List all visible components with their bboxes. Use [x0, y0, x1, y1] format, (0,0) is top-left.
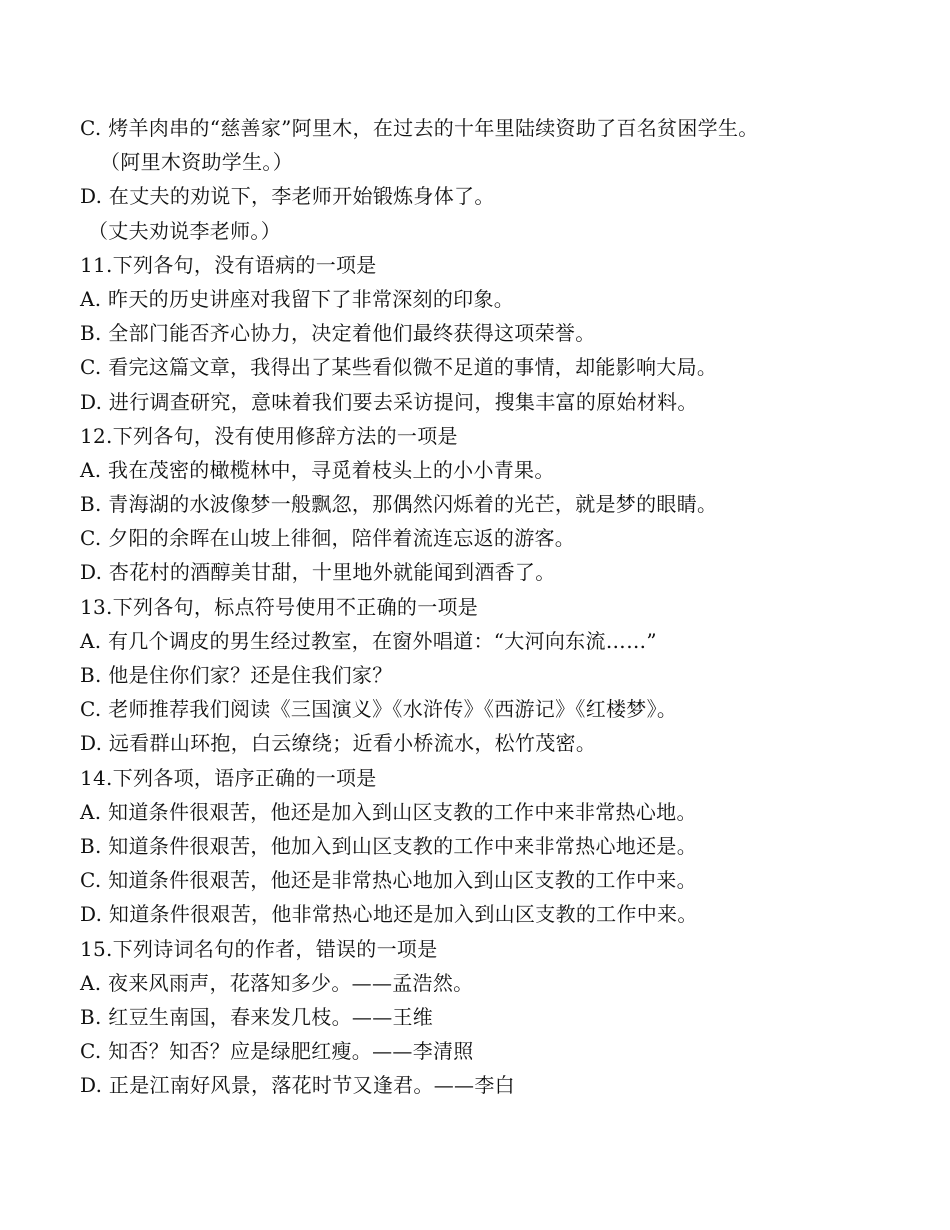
text-line: A. 夜来风雨声，花落知多少。——孟浩然。 [80, 970, 474, 995]
text-line: 13.下列各句，标点符号使用不正确的一项是 [80, 594, 479, 619]
text-line: A. 我在茂密的橄榄林中，寻觅着枝头上的小小青果。 [80, 457, 555, 482]
text-line: D. 远看群山环抱，白云缭绕；近看小桥流水，松竹茂密。 [80, 731, 597, 756]
text-line: A. 昨天的历史讲座对我留下了非常深刻的印象。 [80, 286, 515, 311]
text-line: C. 知道条件很艰苦，他还是非常热心地加入到山区支教的工作中来。 [80, 868, 697, 893]
text-line: D. 进行调查研究，意味着我们要去采访提问，搜集丰富的原始材料。 [80, 389, 698, 414]
text-line: 11.下列各句，没有语病的一项是 [80, 252, 377, 277]
text-line: A. 有几个调皮的男生经过教室，在窗外唱道：“大河向东流……” [80, 628, 657, 653]
text-line: 14.下列各项，语序正确的一项是 [80, 765, 377, 790]
text-line: B. 青海湖的水波像梦一般飘忽，那偶然闪烁着的光芒，就是梦的眼睛。 [80, 492, 718, 517]
text-line: B. 他是住你们家？还是住我们家？ [80, 663, 393, 687]
text-line: （丈夫劝说李老师。） [88, 218, 281, 243]
text-line: D. 杏花村的酒醇美甘甜，十里地外就能闻到酒香了。 [80, 560, 556, 585]
exam-questions [80, 111, 930, 1102]
text-line: C. 知否？知否？应是绿肥红瘦。——李清照 [80, 1039, 474, 1064]
text-line: D. 知道条件很艰苦，他非常热心地还是加入到山区支教的工作中来。 [80, 902, 698, 927]
text-line: C. 夕阳的余晖在山坡上徘徊，陪伴着流连忘返的游客。 [80, 526, 576, 551]
text-line: B. 知道条件很艰苦，他加入到山区支教的工作中来非常热心地还是。 [80, 833, 698, 858]
text-line: C. 老师推荐我们阅读《三国演义》《水浒传》《西游记》《红楼梦》。 [80, 697, 678, 722]
text-line: B. 红豆生南国，春来发几枝。——王维 [80, 1004, 434, 1029]
text-line: A. 知道条件很艰苦，他还是加入到山区支教的工作中来非常热心地。 [80, 799, 697, 824]
text-line: D. 正是江南好风景，落花时节又逢君。——李白 [80, 1073, 515, 1098]
text-line: （阿里木资助学生。） [100, 150, 293, 175]
text-line: C. 烤羊肉串的“慈善家”阿里木，在过去的十年里陆续资助了百名贫困学生。 [80, 116, 759, 140]
text-line: C. 看完这篇文章，我得出了某些看似微不足道的事情，却能影响大局。 [80, 355, 718, 380]
text-line: D. 在丈夫的劝说下，李老师开始锻炼身体了。 [80, 184, 495, 209]
text-line: 15.下列诗词名句的作者，错误的一项是 [80, 936, 438, 961]
text-line: B. 全部门能否齐心协力，决定着他们最终获得这项荣誉。 [80, 321, 596, 346]
text-line: 12.下列各句，没有使用修辞方法的一项是 [80, 423, 458, 448]
